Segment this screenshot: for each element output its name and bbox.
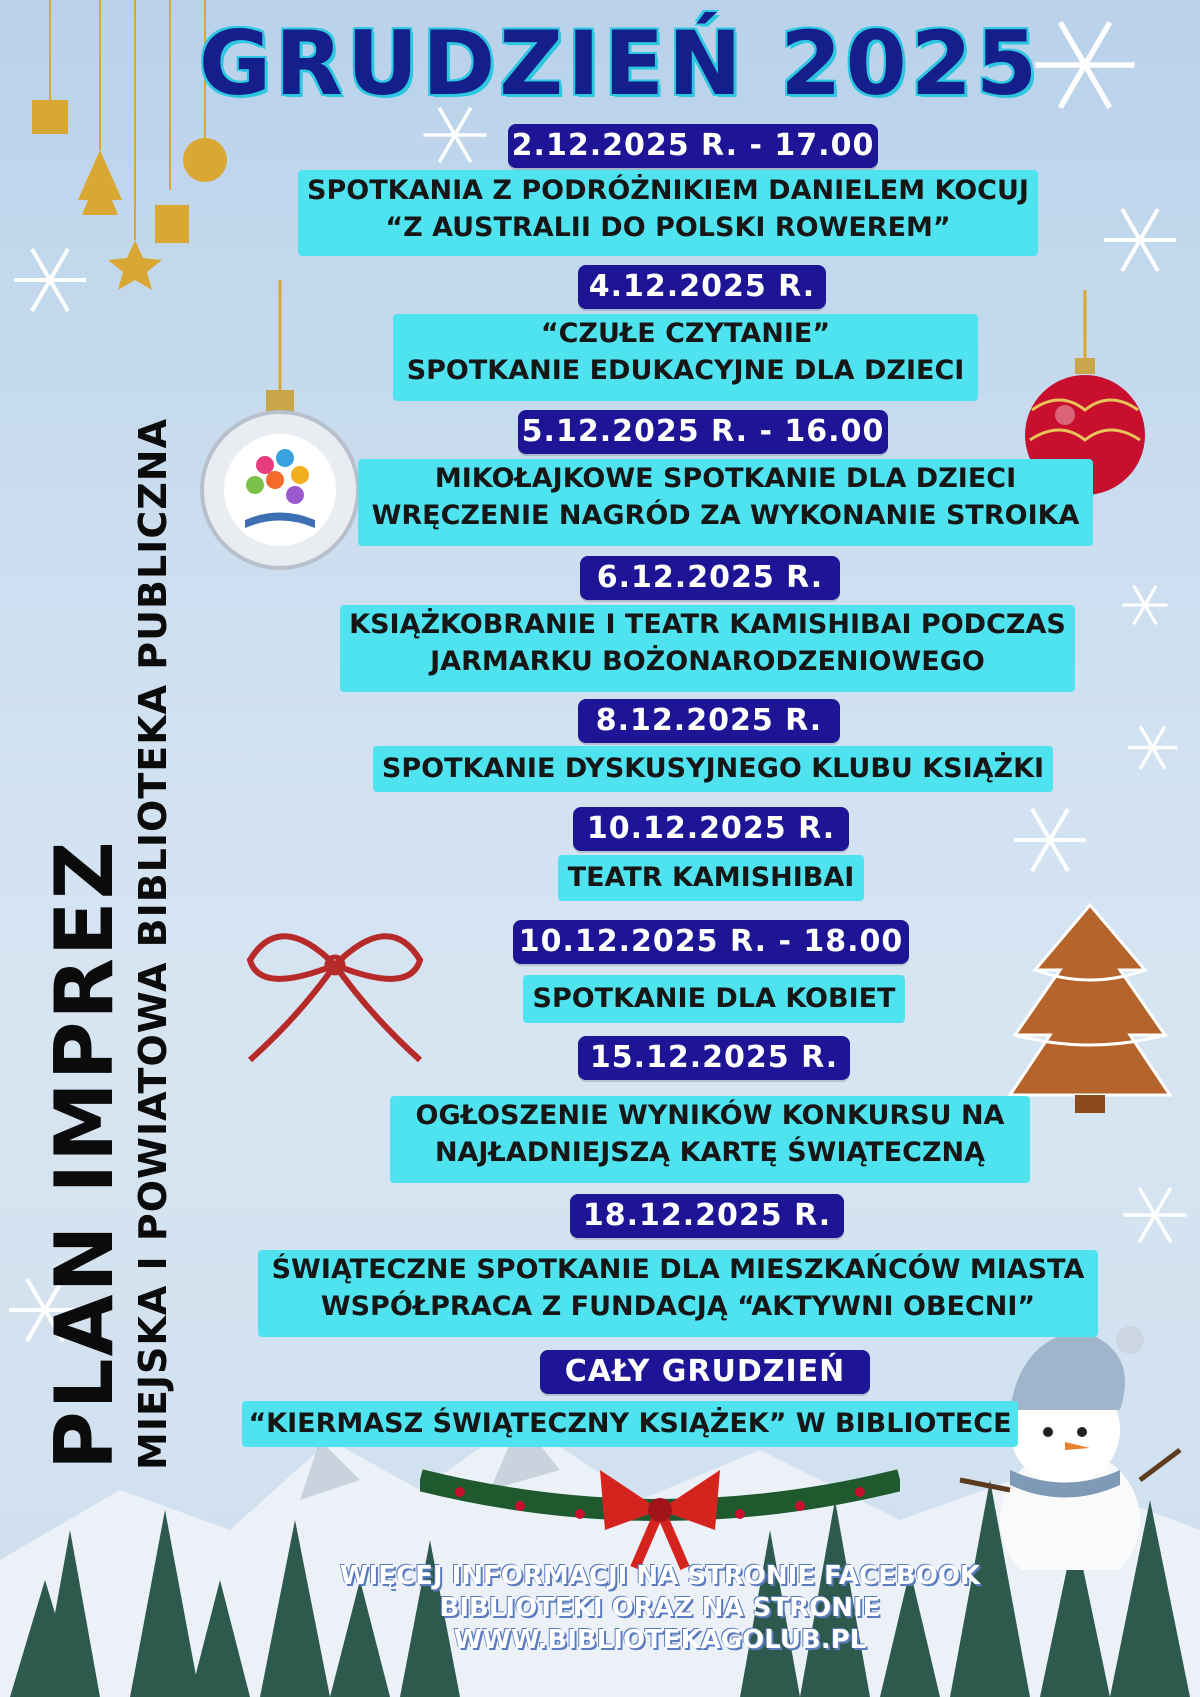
event-description [393,314,978,401]
footer-line: WIĘCEJ INFORMACJI NA STRONIE FACEBOOK [339,1561,981,1591]
event-description-line: “KIERMASZ ŚWIĄTECZNY KSIĄŻEK” W BIBLIOTECE [248,1408,1012,1439]
event-description [358,459,1093,546]
event-description-line: MIKOŁAJKOWE SPOTKANIE DLA DZIECI [434,463,1017,494]
event-description-line: SPOTKANIE DYSKUSYJNEGO KLUBU KSIĄŻKI [381,753,1045,784]
event-date: 15.12.2025 R. [578,1036,850,1080]
event-date: 5.12.2025 R. - 16.00 [518,410,888,454]
plan-imprez-heading: PLAN IMPREZ [38,839,131,1470]
footer-info [300,1560,1020,1656]
event-description [390,1096,1030,1183]
event-description [523,975,905,1023]
event-description-line: SPOTKANIE EDUKACYJNE DLA DZIECI [406,355,965,386]
event-description [373,746,1053,792]
library-name: MIEJSKA I POWIATOWA BIBLIOTEKA PUBLICZNA [131,418,175,1470]
footer-line: BIBLIOTEKI ORAZ NA STRONIE [439,1593,881,1623]
event-date: 8.12.2025 R. [578,699,840,743]
event-description [340,605,1075,692]
event-date: 10.12.2025 R. - 18.00 [513,920,909,964]
event-date: 4.12.2025 R. [578,265,826,309]
event-description-line: ŚWIĄTECZNE SPOTKANIE DLA MIESZKAŃCÓW MIASTA [271,1254,1085,1285]
event-description-line: SPOTKANIA Z PODRÓŻNIKIEM DANIELEM KOCUJ [307,175,1029,206]
event-description [298,170,1038,256]
event-description-line: WSPÓŁPRACA Z FUNDACJĄ “AKTYWNI OBECNI” [320,1291,1036,1322]
event-description-line: “Z AUSTRALII DO POLSKI ROWEREM” [385,212,951,243]
event-description [258,1250,1098,1337]
event-description [558,855,864,901]
event-description-line: JARMARKU BOŻONARODZENIOWEGO [430,646,985,677]
event-date: 2.12.2025 R. - 17.00 [508,124,878,168]
event-description-line: SPOTKANIE DLA KOBIET [532,983,896,1014]
event-description-line: NAJŁADNIEJSZĄ KARTĘ ŚWIĄTECZNĄ [434,1137,986,1168]
event-description-line: OGŁOSZENIE WYNIKÓW KONKURSU NA [415,1100,1005,1131]
event-date: 6.12.2025 R. [580,556,840,600]
event-description [242,1401,1018,1447]
event-description-line: KSIĄŻKOBRANIE I TEATR KAMISHIBAI PODCZAS [349,609,1066,640]
event-date: 10.12.2025 R. [573,807,849,851]
event-description-line: TEATR KAMISHIBAI [567,862,855,893]
website-link[interactable]: WWW.BIBLIOTEKAGOLUB.PL [453,1625,867,1655]
page-title: GRUDZIEŃ 2025 [198,12,1042,115]
event-description-line: “CZUŁE CZYTANIE” [540,318,831,349]
event-description-line: WRĘCZENIE NAGRÓD ZA WYKONANIE STROIKA [371,500,1080,531]
event-date: CAŁY GRUDZIEŃ [540,1350,870,1394]
event-date: 18.12.2025 R. [570,1194,844,1238]
